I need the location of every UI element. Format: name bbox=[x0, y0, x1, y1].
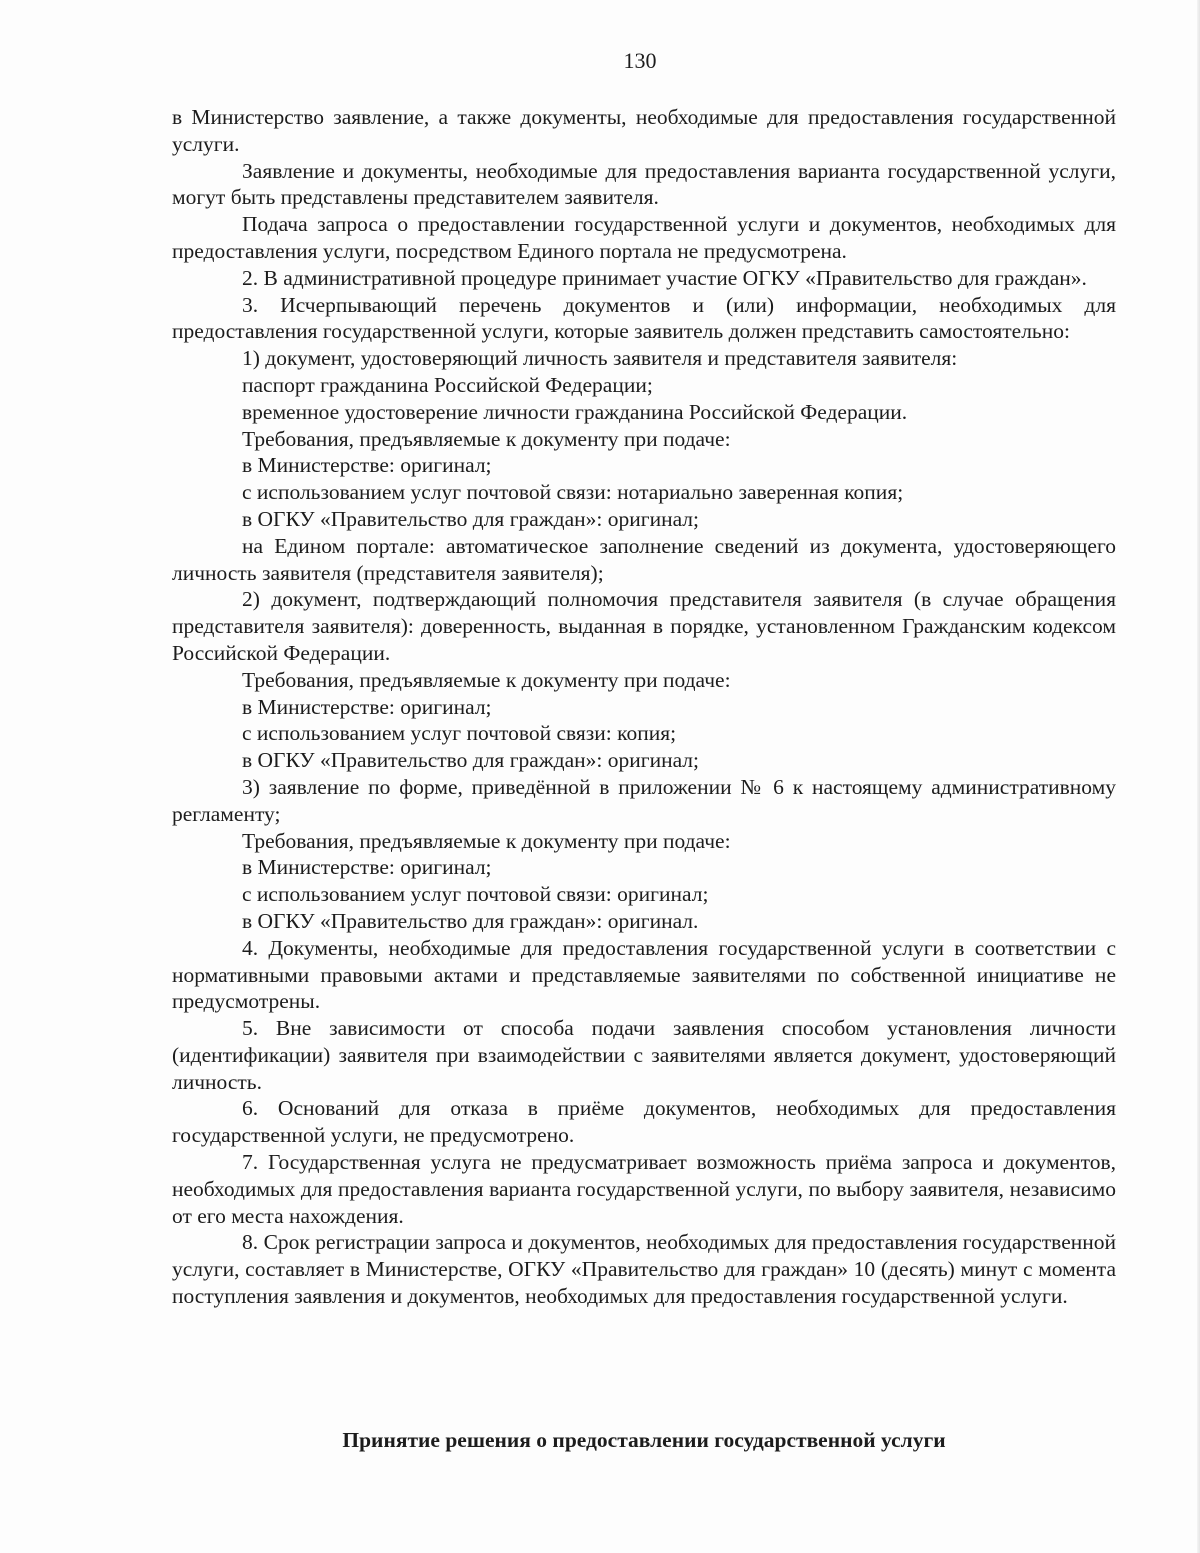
paragraph: с использованием услуг почтовой связи: копия; bbox=[242, 721, 677, 746]
paragraph: 4. Документы, необходимые для предоставления государственной услуги в соответствии с нормативными правовыми актами и представляемые заявителями по собственной инициативе не предусмотрены. bbox=[172, 935, 1116, 1014]
paragraph: 3. Исчерпывающий перечень документов и (или) информации, необходимых для предоставления государственной услуги, которые заявитель должен представить самостоятельно: bbox=[172, 292, 1116, 344]
paragraph: 1) документ, удостоверяющий личность заявителя и представителя заявителя: bbox=[242, 346, 958, 371]
paragraph: 2. В административной процедуре принимает участие ОГКУ «Правительство для граждан». bbox=[242, 265, 1087, 290]
paragraph: в Министерстве: оригинал; bbox=[242, 694, 492, 719]
paragraph: 8. Срок регистрации запроса и документов, необходимых для предоставления государственной услуги, составляет в Министерстве, ОГКУ «Правительство для граждан» 10 (десять) минут с момента поступления заявления и документов, необходимых для предоставления государственной услуги. bbox=[172, 1230, 1116, 1309]
paragraph: Заявление и документы, необходимые для предоставления варианта государственной услуги, могут быть представлены представителем заявителя. bbox=[172, 158, 1116, 210]
paragraph: в Министерстве: оригинал; bbox=[242, 453, 492, 478]
paragraph: на Едином портале: автоматическое заполнение сведений из документа, удостоверяющего личность заявителя (представителя заявителя); bbox=[172, 533, 1116, 585]
section-heading: Принятие решения о предоставлении государственной услуги bbox=[342, 1428, 946, 1452]
paragraph: с использованием услуг почтовой связи: оригинал; bbox=[242, 882, 709, 907]
paragraph: 3) заявление по форме, приведённой в приложении № 6 к настоящему административному регламенту; bbox=[172, 774, 1116, 826]
paragraph: Требования, предъявляемые к документу при подаче: bbox=[242, 667, 731, 692]
paragraph: в ОГКУ «Правительство для граждан»: оригинал; bbox=[242, 506, 700, 531]
paragraph: 6. Оснований для отказа в приёме документов, необходимых для предоставления государственной услуги, не предусмотрено. bbox=[172, 1096, 1116, 1148]
paragraph: Требования, предъявляемые к документу при подаче: bbox=[242, 426, 731, 451]
paragraph: в Министерстве: оригинал; bbox=[242, 855, 492, 880]
paragraph: с использованием услуг почтовой связи: нотариально заверенная копия; bbox=[242, 480, 904, 505]
paragraph: Подача запроса о предоставлении государственной услуги и документов, необходимых для предоставления услуги, посредством Единого портала не предусмотрена. bbox=[172, 212, 1116, 263]
paragraph: 2) документ, подтверждающий полномочия представителя заявителя (в случае обращения представителя заявителя): доверенность, выданная в порядке, установленном Гражданским кодексом Российской Федерации. bbox=[172, 587, 1116, 665]
paragraph: временное удостоверение личности гражданина Российской Федерации. bbox=[242, 399, 908, 424]
paragraph: паспорт гражданина Российской Федерации; bbox=[242, 372, 653, 397]
page-number: 130 bbox=[623, 48, 657, 73]
paragraph: 5. Вне зависимости от способа подачи заявления способом установления личности (идентификации) заявителя при взаимодействии с заявителями является документ, удостоверяющий личность. bbox=[172, 1016, 1116, 1094]
paragraph: в ОГКУ «Правительство для граждан»: оригинал. bbox=[242, 908, 699, 933]
paragraph: в ОГКУ «Правительство для граждан»: оригинал; bbox=[242, 748, 700, 773]
document-body bbox=[172, 104, 1116, 1310]
paragraph: Требования, предъявляемые к документу при подаче: bbox=[242, 828, 731, 853]
paragraph: в Министерство заявление, а также документы, необходимые для предоставления государственной услуги. bbox=[172, 105, 1116, 156]
paragraph: 7. Государственная услуга не предусматривает возможность приёма запроса и документов, необходимых для предоставления варианта государственной услуги, по выбору заявителя, независимо от его места нахождения. bbox=[172, 1150, 1116, 1228]
